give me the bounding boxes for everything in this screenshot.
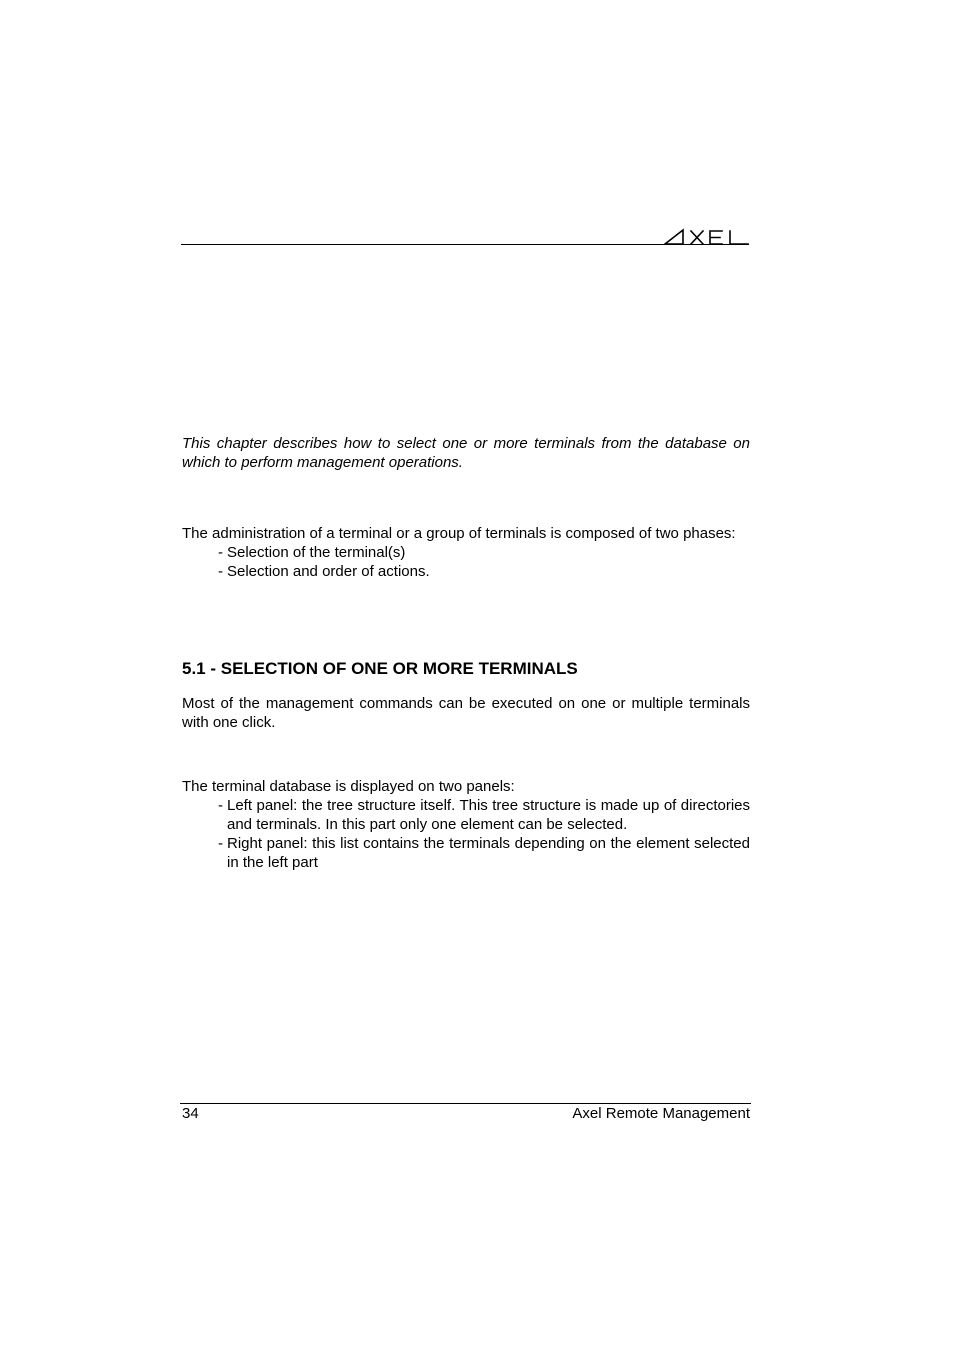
admin-paragraph: The administration of a terminal or a group of terminals is composed of two phases: <box>182 525 736 542</box>
list-item: - Selection and order of actions. <box>218 563 430 580</box>
header-rule <box>181 244 749 245</box>
footer-title: Axel Remote Management <box>572 1105 750 1122</box>
section-paragraph: Most of the management commands can be executed on one or multiple terminals with one click. <box>182 695 750 731</box>
chapter-intro: This chapter describes how to select one or more terminals from the database on which to perform management operations. <box>182 435 750 471</box>
list-item: - Selection of the terminal(s) <box>218 544 406 561</box>
list-item: - Left panel: the tree structure itself. This tree structure is made up of directories and terminals. In this part only one element can be selected. <box>218 797 750 833</box>
dash-bullet: - <box>218 544 223 561</box>
axel-logo <box>664 226 750 246</box>
admin-list <box>182 543 750 581</box>
admin-block <box>182 524 750 581</box>
list-item: - Right panel: this list contains the terminals depending on the element selected in the left part <box>218 835 750 871</box>
panels-block <box>182 777 750 872</box>
dash-bullet: - <box>218 563 223 580</box>
panels-paragraph: The terminal database is displayed on two panels: <box>182 778 515 795</box>
dash-bullet: - <box>218 835 223 852</box>
dash-bullet: - <box>218 797 223 814</box>
panels-list <box>182 796 750 872</box>
page-number: 34 <box>182 1105 199 1122</box>
section-heading: 5.1 - SELECTION OF ONE OR MORE TERMINALS <box>182 659 578 678</box>
